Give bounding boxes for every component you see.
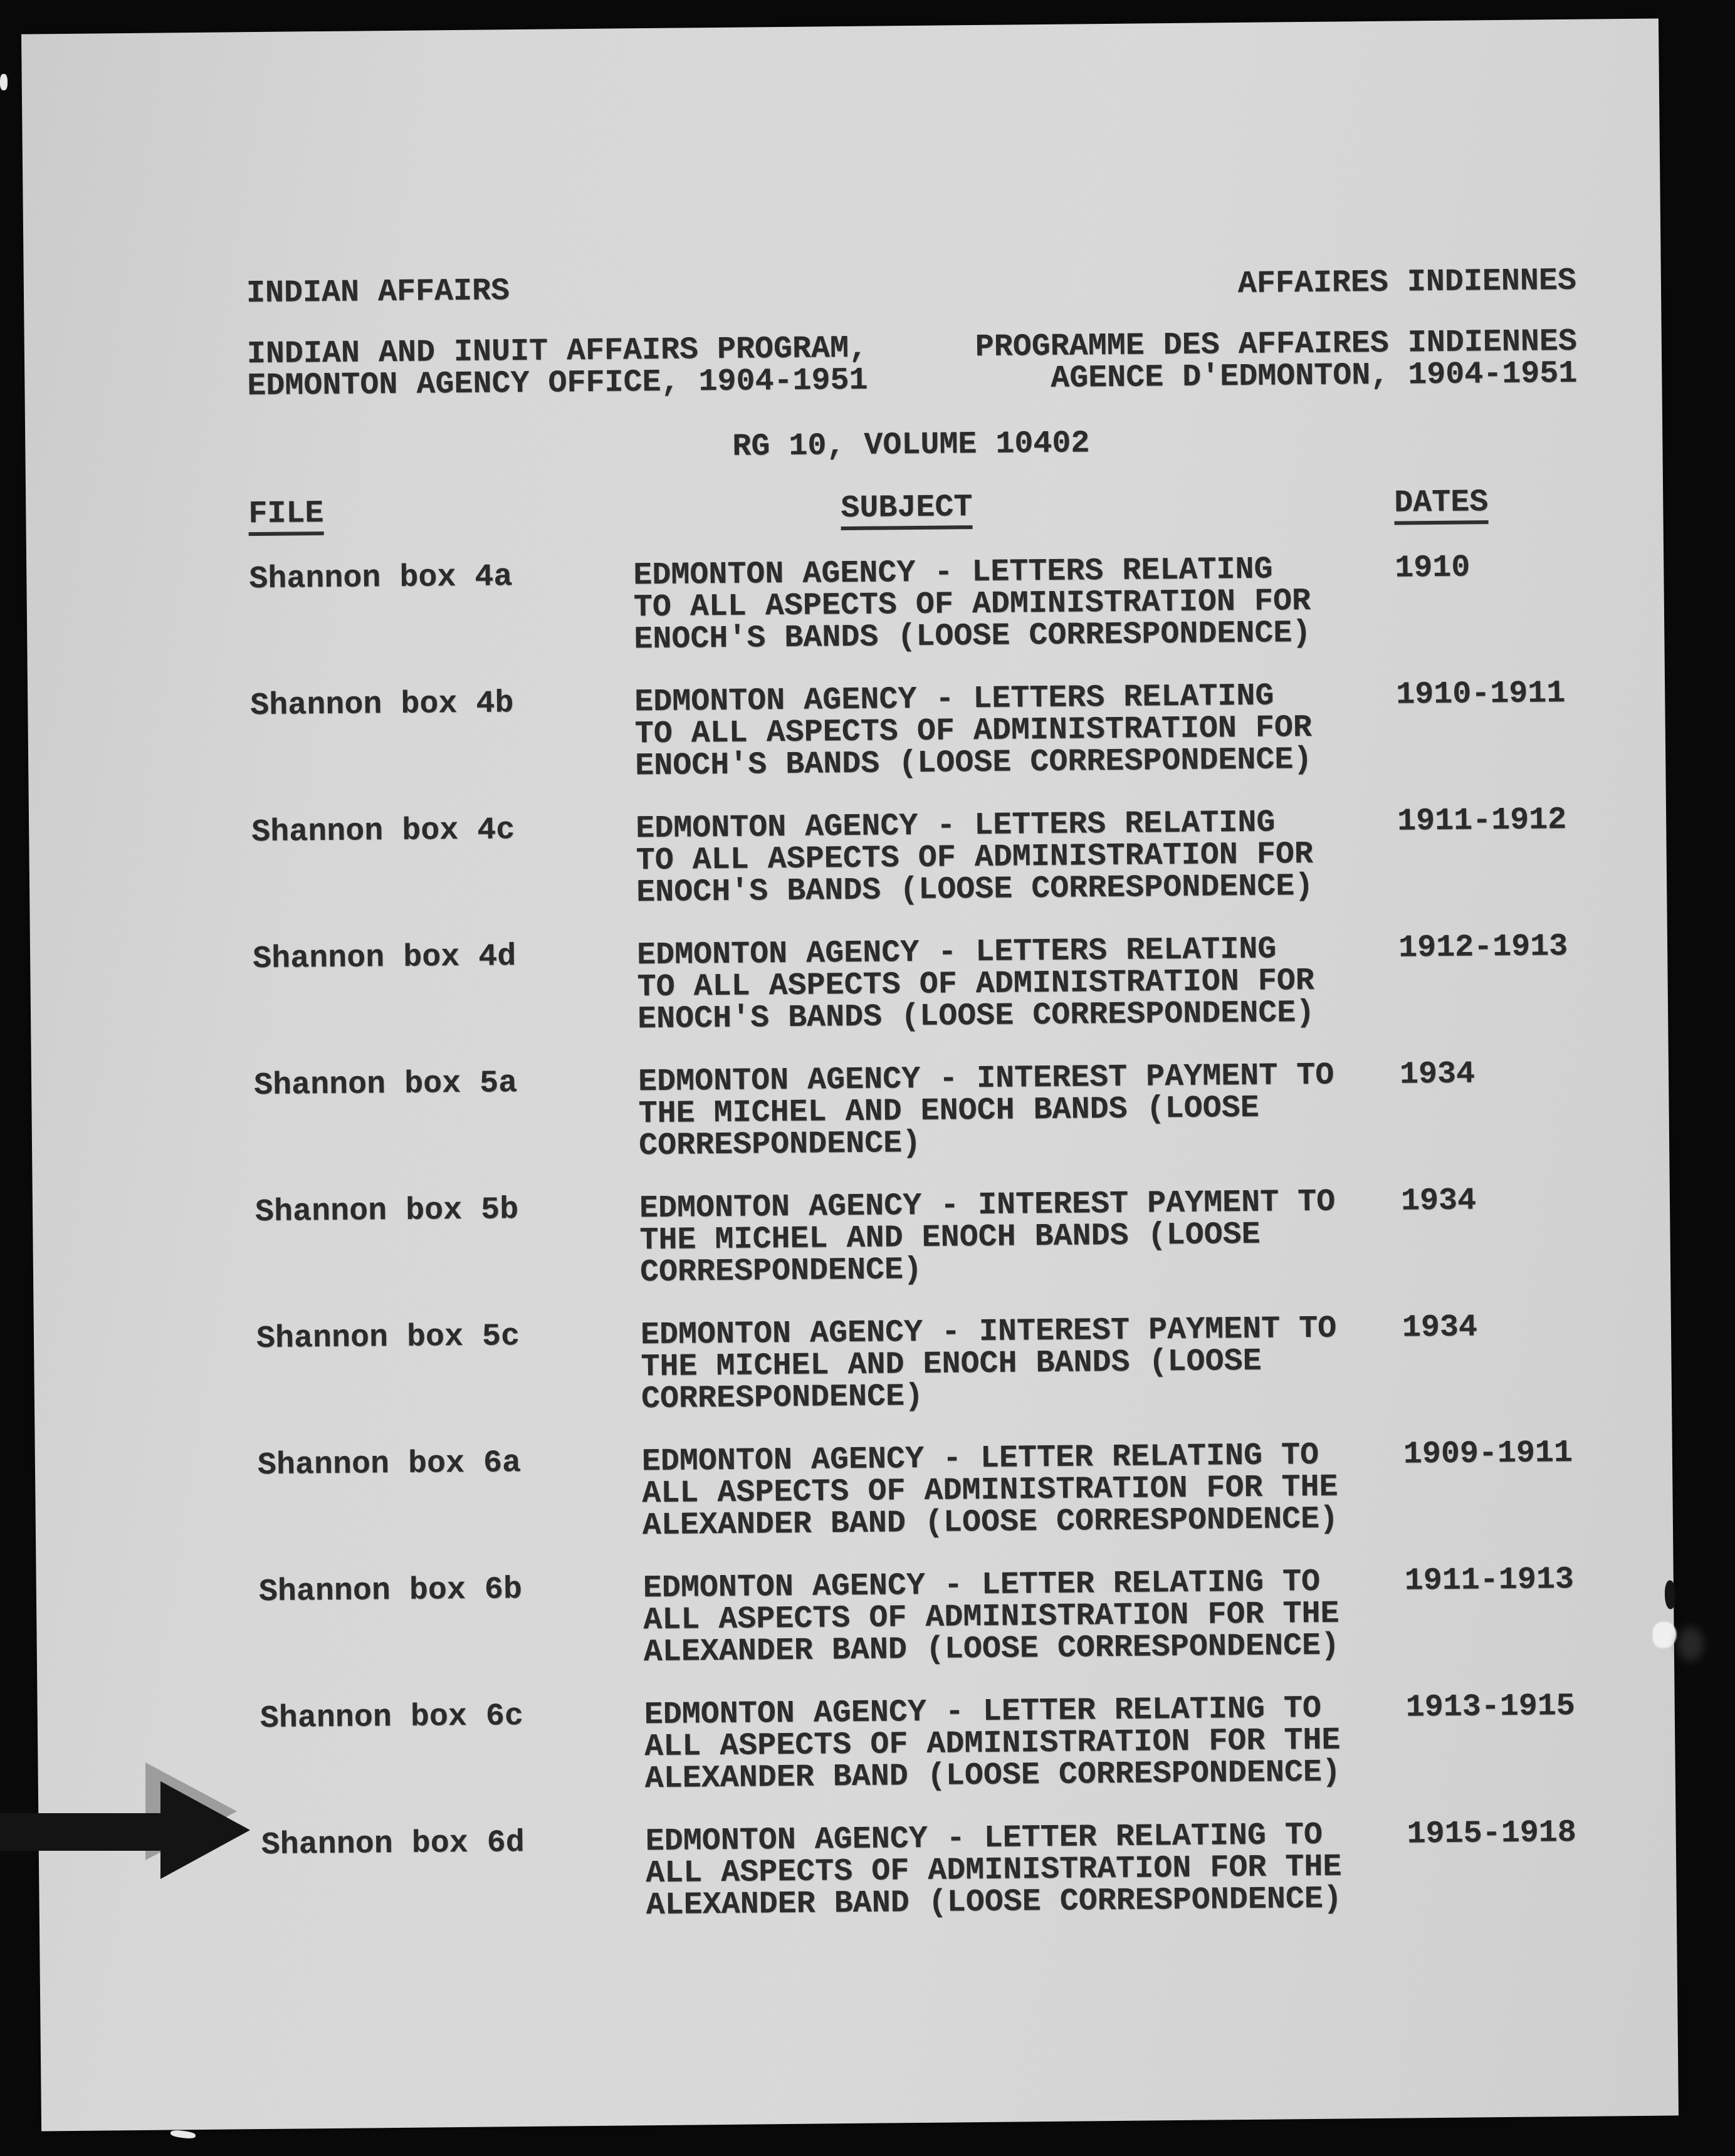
- subject-line: ALEXANDER BAND (LOOSE CORRESPONDENCE): [646, 1881, 1343, 1924]
- subject-line: ENOCH'S BANDS (LOOSE CORRESPONDENCE): [637, 995, 1315, 1038]
- program-fr-line1: PROGRAMME DES AFFAIRES INDIENNES: [975, 323, 1578, 366]
- program-block-fr: [975, 323, 1578, 397]
- subject-line: ENOCH'S BANDS (LOOSE CORRESPONDENCE): [634, 615, 1311, 658]
- subject-line: ALEXANDER BAND (LOOSE CORRESPONDENCE): [643, 1628, 1340, 1671]
- column-header-subject: SUBJECT: [841, 491, 973, 530]
- subject-line: EDMONTON AGENCY - LETTER RELATING TO: [641, 1437, 1319, 1480]
- dates-cell: 1915-1918: [1407, 1814, 1576, 1853]
- column-header-dates: DATES: [1394, 486, 1489, 525]
- subject-cell: [643, 1566, 1340, 1669]
- file-cell: Shannon box 6b: [258, 1572, 523, 1611]
- frame-smudge: [1677, 1627, 1704, 1661]
- subject-line: ALEXANDER BAND (LOOSE CORRESPONDENCE): [644, 1754, 1341, 1798]
- subject-cell: [636, 931, 1315, 1038]
- file-cell: Shannon box 4d: [252, 939, 516, 978]
- dates-cell: 1934: [1402, 1309, 1478, 1346]
- subject-cell: [637, 1057, 1335, 1164]
- subject-line: EDMONTON AGENCY - LETTERS RELATING: [634, 678, 1274, 721]
- subject-line: THE MICHEL AND ENOCH BANDS (LOOSE: [639, 1217, 1261, 1259]
- program-fr-line2: AGENCE D'EDMONTON, 1904-1951: [1050, 355, 1578, 397]
- subject-line: EDMONTON AGENCY - LETTER RELATING TO: [644, 1690, 1322, 1734]
- highlight-arrow-icon: [0, 1761, 276, 1899]
- dates-cell: 1909-1911: [1403, 1435, 1573, 1473]
- dates-cell: 1910: [1395, 550, 1470, 587]
- program-en-line1: INDIAN AND INUIT AFFAIRS PROGRAM,: [246, 330, 868, 373]
- file-cell: Shannon box 6c: [259, 1698, 524, 1737]
- subject-line: CORRESPONDENCE): [639, 1252, 923, 1291]
- subject-cell: [633, 553, 1311, 656]
- file-cell: Shannon box 6a: [257, 1445, 522, 1484]
- dates-cell: 1910-1911: [1395, 676, 1566, 713]
- org-title-fr: AFFAIRES INDIENNES: [1237, 263, 1577, 303]
- subject-line: ENOCH'S BANDS (LOOSE CORRESPONDENCE): [636, 868, 1314, 911]
- dates-cell: 1911-1913: [1404, 1561, 1575, 1599]
- dates-cell: 1934: [1400, 1183, 1477, 1220]
- subject-cell: [634, 678, 1313, 785]
- subject-cell: [644, 1690, 1341, 1798]
- frame-speck: [0, 74, 8, 90]
- subject-cell: [636, 807, 1314, 909]
- subject-line: ALL ASPECTS OF ADMINISTRATION FOR THE: [643, 1596, 1339, 1639]
- subject-cell: [641, 1313, 1338, 1416]
- file-cell: Shannon box 5a: [253, 1065, 518, 1104]
- subject-cell: [645, 1819, 1342, 1922]
- dates-cell: 1912-1913: [1398, 928, 1568, 966]
- file-cell: Shannon box 5c: [256, 1319, 520, 1358]
- subject-line: EDMONTON AGENCY - INTEREST PAYMENT TO: [640, 1311, 1337, 1354]
- frame-speck: [170, 2130, 196, 2140]
- subject-line: EDMONTON AGENCY - LETTERS RELATING: [635, 805, 1276, 847]
- subject-line: TO ALL ASPECTS OF ADMINISTRATION FOR: [636, 836, 1314, 879]
- org-title-en: INDIAN AFFAIRS: [246, 273, 510, 312]
- subject-line: EDMONTON AGENCY - INTEREST PAYMENT TO: [639, 1184, 1336, 1227]
- file-cell: Shannon box 4a: [249, 559, 513, 598]
- ink-blob-artifact: [1665, 1580, 1676, 1609]
- column-header-file: FILE: [248, 498, 324, 536]
- subject-line: TO ALL ASPECTS OF ADMINISTRATION FOR: [633, 583, 1311, 626]
- subject-line: ALL ASPECTS OF ADMINISTRATION FOR THE: [644, 1722, 1341, 1766]
- subject-cell: [641, 1437, 1339, 1544]
- subject-line: TO ALL ASPECTS OF ADMINISTRATION FOR: [637, 963, 1315, 1006]
- subject-line: TO ALL ASPECTS OF ADMINISTRATION FOR: [634, 709, 1313, 753]
- subject-line: EDMONTON AGENCY - LETTERS RELATING: [636, 931, 1277, 974]
- subject-cell: [639, 1186, 1336, 1289]
- subject-line: ALL ASPECTS OF ADMINISTRATION FOR THE: [642, 1469, 1338, 1512]
- subject-line: ALL ASPECTS OF ADMINISTRATION FOR THE: [645, 1849, 1342, 1892]
- subject-line: EDMONTON AGENCY - LETTERS RELATING: [633, 552, 1273, 594]
- subject-line: CORRESPONDENCE): [638, 1125, 921, 1164]
- subject-line: CORRESPONDENCE): [641, 1378, 924, 1418]
- arrow-shaft: [0, 1813, 170, 1851]
- subject-line: EDMONTON AGENCY - INTEREST PAYMENT TO: [637, 1057, 1334, 1101]
- file-cell: Shannon box 4b: [250, 686, 514, 725]
- subject-line: THE MICHEL AND ENOCH BANDS (LOOSE: [641, 1343, 1262, 1386]
- subject-line: ALEXANDER BAND (LOOSE CORRESPONDENCE): [642, 1501, 1339, 1544]
- program-en-line2: EDMONTON AGENCY OFFICE, 1904-1951: [247, 362, 868, 405]
- volume-title: RG 10, VOLUME 10402: [732, 426, 1090, 465]
- bright-spot-artifact: [1652, 1621, 1676, 1648]
- dates-cell: 1913-1915: [1405, 1688, 1576, 1726]
- file-cell: Shannon box 4c: [251, 812, 515, 851]
- file-cell: Shannon box 6d: [261, 1825, 525, 1864]
- program-block-en: [246, 330, 868, 405]
- dates-cell: 1934: [1399, 1056, 1476, 1093]
- subject-line: THE MICHEL AND ENOCH BANDS (LOOSE: [638, 1090, 1259, 1133]
- subject-line: EDMONTON AGENCY - LETTER RELATING TO: [642, 1564, 1321, 1607]
- subject-line: EDMONTON AGENCY - LETTER RELATING TO: [645, 1817, 1323, 1860]
- dates-cell: 1911-1912: [1397, 802, 1567, 840]
- file-cell: Shannon box 5b: [254, 1192, 519, 1231]
- subject-line: ENOCH'S BANDS (LOOSE CORRESPONDENCE): [634, 741, 1313, 785]
